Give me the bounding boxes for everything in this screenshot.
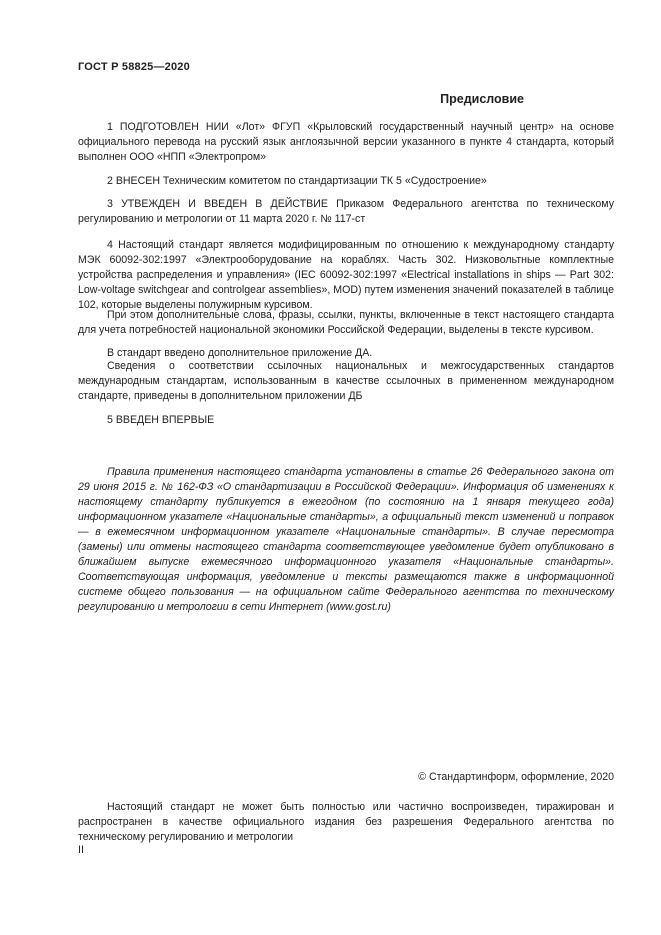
reproduction-notice: Настоящий стандарт не может быть полностью или частично воспроизведен, тиражирован и распространен в качестве официального издания без разрешения Федерального агентства по техническому регулированию и метрологии <box>78 801 614 843</box>
item-4-annex-db: Сведения о соответствии ссылочных национальных и межгосударственных стандартов международным стандартам, использованным в качестве ссылочных в примененном международном стандарте, приведены в дополнительном приложении ДБ <box>78 360 614 402</box>
copyright-line: © Стандартинформ, оформление, 2020 <box>418 771 614 783</box>
item-4: 4 Настоящий стандарт является модифицированным по отношению к международному стандарту МЭК 60092-302:1997 «Электрооборудование на кораблях. Часть 302. Низковольтные комплектные устройства распределения и управления» (IEC 60092-302:1997 «Electrical installations in ships — Part 302: Low-voltage switchgear and controlgear assemblies», MOD) путем изменения значений показателей в таблице 102, которые выделены полужирным курсивом. <box>78 239 614 311</box>
item-5: 5 ВВЕДЕН ВПЕРВЫЕ <box>107 414 215 426</box>
standard-code: ГОСТ Р 58825—2020 <box>78 61 190 73</box>
item-4-annex-da: В стандарт введено дополнительное приложение ДА. <box>107 347 373 359</box>
application-notice: Правила применения настоящего стандарта установлены в статье 26 Федерального закона от 29 июня 2015 г. № 162-ФЗ «О стандартизации в Российской Федерации». Информация об изменениях к настоящему стандарту публикуется в ежегодном (по состоянию на 1 января текущего года) информационном указателе «Национальные стандарты», а официальный текст изменений и поправок — в ежемесячном информационном указателе «Национальные стандарты». В случае пересмотра (замены) или отмены настоящего стандарта соответствующее уведомление будет опубликовано в ближайшем выпуске ежемесячного информационного указателя «Национальные стандарты». Соответствующая информация, уведомление и тексты размещаются также в информационной системе общего пользования — на официальном сайте Федерального агентства по техническому регулированию и метрологии в сети Интернет (www.gost.ru) <box>78 466 614 613</box>
page-title: Предисловие <box>440 92 524 106</box>
item-1: 1 ПОДГОТОВЛЕН НИИ «Лот» ФГУП «Крыловский государственный научный центр» на основе официального перевода на русский язык англоязычной версии указанного в пункте 4 стандарта, который выполнен ООО «НПП «Электропром» <box>78 121 614 163</box>
item-2: 2 ВНЕСЕН Техническим комитетом по стандартизации ТК 5 «Судостроение» <box>107 175 487 187</box>
item-3: 3 УТВЕЖДЕН И ВВЕДЕН В ДЕЙСТВИЕ Приказом Федерального агентства по техническому регулированию и метрологии от 11 марта 2020 г. № 117-ст <box>78 198 614 225</box>
page-number: II <box>78 844 84 856</box>
item-4-note-italic: При этом дополнительные слова, фразы, ссылки, пункты, включенные в текст настоящего стандарта для учета потребностей национальной экономики Российской Федерации, выделены в тексте курсивом. <box>78 309 614 336</box>
